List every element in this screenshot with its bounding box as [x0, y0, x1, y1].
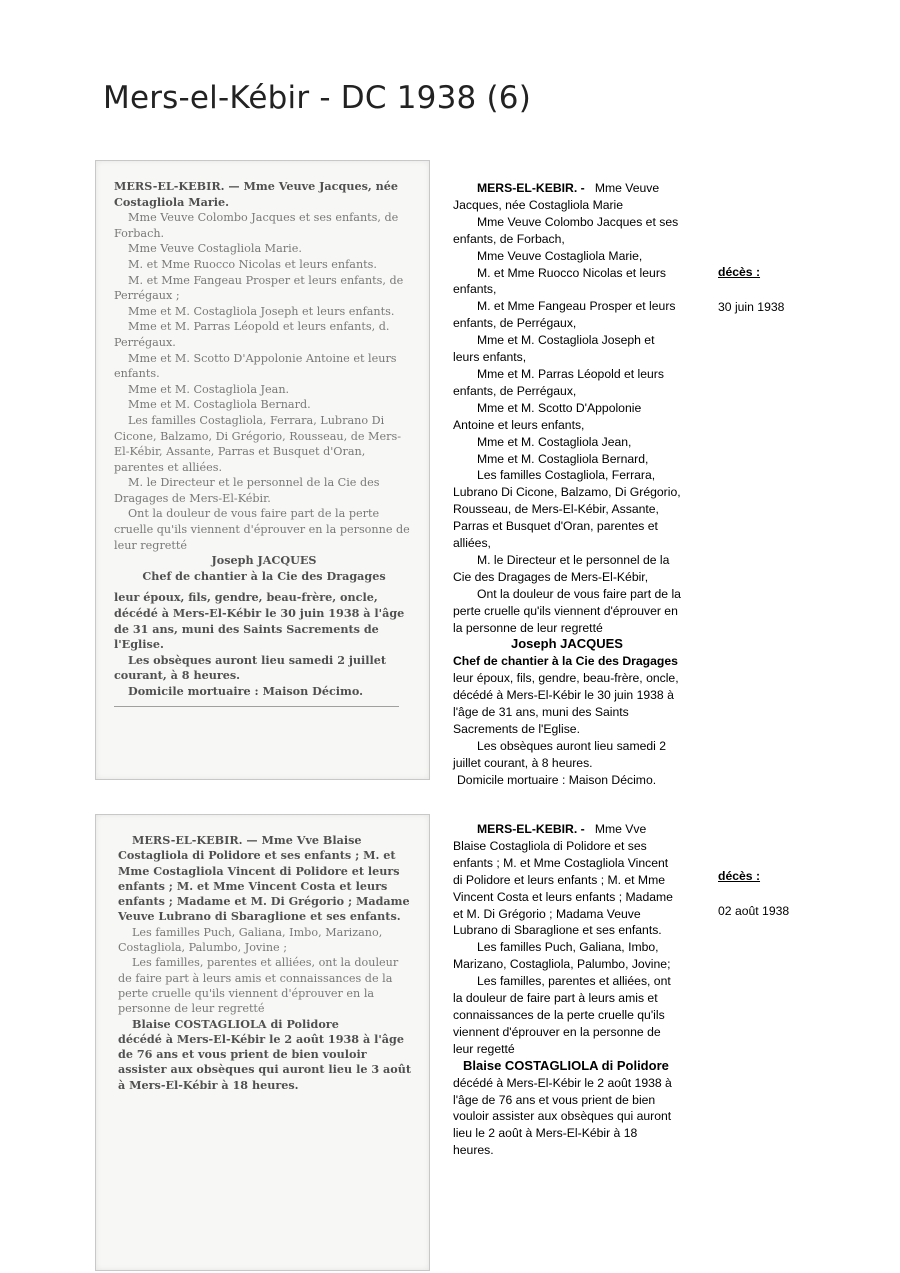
- scan-line: Ont la douleur de vous faire part de la perte cruelle qu'ils viennent d'éprouver en la personne de leur regretté: [114, 507, 410, 552]
- scan-line: Les familles, parentes et alliées, ont la douleur de faire part à leurs amis et connaissances de la perte cruelle qu'ils viennent d'éprouver en la personne de leur regretté: [118, 956, 399, 1016]
- scan-line: décédé à Mers-El-Kébir le 2 août 1938 à l'âge de 76 ans et vous prient de bien vouloir assister aux obsèques qui auront lieu le 3 août à Mers-El-Kébir à 18 heures.: [118, 1031, 412, 1092]
- transcription-2: [453, 821, 681, 1159]
- newspaper-clipping-1: [95, 160, 430, 780]
- scan-line: Mme et M. Costagliola Jean.: [128, 382, 290, 396]
- scan-line: M. le Directeur et le personnel de la Cie des Dragages de Mers-El-Kébir.: [114, 476, 380, 505]
- page-number: (6): [486, 80, 531, 116]
- page-title: [103, 80, 531, 116]
- scan-line: MERS-EL-KEBIR. — Mme Vve Blaise Costagliola di Polidore et ses enfants ; M. et Mme Costagliola Vincent di Polidore et leurs enfants ; M. et Mme Vincent Costa et leurs enfants ; Madame et M. Di Grégorio ; Madame Veuve Lubrano di Sbaraglione et ses enfants.: [118, 833, 410, 924]
- scan-line: Les obsèques auront lieu samedi 2 juillet courant, à 8 heures.: [114, 652, 387, 683]
- transcription-line: M. et Mme Ruocco Nicolas et leurs enfants,: [453, 265, 666, 297]
- scan-line: Domicile mortuaire : Maison Décimo.: [128, 684, 364, 698]
- transcription-line: Mme et M. Costagliola Bernard,: [477, 451, 649, 466]
- scan-line: Les familles Costagliola, Ferrara, Lubrano Di Cicone, Balzamo, Di Grégorio, Rousseau, de Mers-El-Kébir, Assante, Parras et Busquet d'Oran, parentes et alliées.: [114, 413, 401, 474]
- transcription-line: décédé à Mers-El-Kébir le 2 août 1938 à l'âge de 76 ans et vous prient de bien vouloir assister aux obsèques qui auront lieu le 2 août à Mers-El-Kébir à 18 heures.: [453, 1075, 672, 1158]
- transcription-line: Mme et M. Costagliola Jean,: [477, 434, 632, 449]
- deceased-title: Chef de chantier à la Cie des Dragages: [453, 654, 678, 669]
- scan-line: M. et Mme Fangeau Prosper et leurs enfants, de Perrégaux ;: [114, 273, 404, 303]
- transcription-line: MERS-EL-KEBIR. - Mme Vve Blaise Costagliola di Polidore et ses enfants ; M. et Mme Costagliola Vincent di Polidore et leurs enfants ; M. et Mme Vincent Costa et leurs enfants ; Madame et M. Di Grégorio ; Madama Veuve Lubrano di Sbaraglione et ses enfants.: [453, 822, 673, 938]
- scan-deceased-title: Chef de chantier à la Cie des Dragages: [142, 568, 386, 583]
- transcription-line: Mme et M. Costagliola Joseph et leurs enfants,: [453, 333, 655, 365]
- scan-line: Mme et M. Scotto D'Appolonie Antoine et leurs enfants.: [114, 351, 397, 381]
- transcription-line: Les familles, parentes et alliées, ont la douleur de faire part à leurs amis et connaissances de la perte cruelle qu'ils viennent d'éprouver en la personne de leur regetté: [453, 974, 671, 1056]
- transcription-line: M. et Mme Fangeau Prosper et leurs enfants, de Perrégaux,: [453, 299, 676, 331]
- scan-line: Mme et M. Parras Léopold et leurs enfants, d. Perrégaux.: [114, 320, 390, 349]
- transcription-line: leur époux, fils, gendre, beau-frère, oncle, décédé à Mers-El-Kébir le 30 juin 1938 à l'âge de 31 ans, muni des Saints Sacrements de l'Eglise.: [453, 671, 679, 736]
- deces-date-1: 30 juin 1938: [718, 300, 785, 314]
- transcription-line: Ont la douleur de vous faire part de la perte cruelle qu'ils viennent d'éprouver en la personne de leur regretté: [453, 586, 681, 635]
- transcription-line: Mme Veuve Costagliola Marie,: [477, 248, 643, 263]
- transcription-line: Mme Veuve Colombo Jacques et ses enfants, de Forbach,: [453, 214, 679, 246]
- deces-date-2: 02 août 1938: [718, 904, 790, 918]
- transcription-line: Les obsèques auront lieu samedi 2 juillet courant, à 8 heures.: [453, 738, 667, 770]
- scan-line: leur époux, fils, gendre, beau-frère, oncle, décédé à Mers-El-Kébir le 30 juin 1938 à l'âge de 31 ans, muni des Saints Sacrements de l'Eglise.: [114, 590, 405, 652]
- scan-line: Mme Veuve Costagliola Marie.: [128, 242, 302, 256]
- transcription-line: MERS-EL-KEBIR. - Mme Veuve Jacques, née Costagliola Marie: [453, 181, 660, 212]
- deces-label-1: décès :: [718, 265, 761, 279]
- scan-line: Les familles Puch, Galiana, Imbo, Marizano, Costagliola, Palumbo, Jovine ;: [118, 925, 383, 955]
- scan-line: Mme et M. Costagliola Bernard.: [128, 398, 311, 412]
- transcription-line: Mme et M. Scotto D'Appolonie Antoine et leurs enfants,: [453, 400, 642, 432]
- deceased-name: Blaise COSTAGLIOLA di Polidore: [463, 1057, 669, 1073]
- deces-label-2: décès :: [718, 869, 761, 883]
- scan-line: Mme Veuve Colombo Jacques et ses enfants, de Forbach.: [114, 211, 399, 240]
- scan-deceased-name: Joseph JACQUES: [211, 553, 317, 568]
- newspaper-clipping-2: [95, 814, 430, 1271]
- transcription-line: Les familles Puch, Galiana, Imbo, Marizano, Costagliola, Palumbo, Jovine;: [453, 940, 671, 972]
- transcription-line: Les familles Costagliola, Ferrara, Lubrano Di Cicone, Balzamo, Di Grégorio, Rousseau, de Mers-El-Kébir, Assante, Parras et Busquet d'Oran, parentes et alliées,: [453, 468, 681, 551]
- transcription-line: M. le Directeur et le personnel de la Cie des Dragages de Mers-El-Kébir,: [453, 552, 670, 584]
- transcription-1: [453, 180, 681, 789]
- scan-line: MERS-EL-KEBIR. — Mme Veuve Jacques, née Costagliola Marie.: [114, 179, 399, 209]
- scan-line: M. et Mme Ruocco Nicolas et leurs enfants.: [128, 257, 377, 271]
- deceased-name: Joseph JACQUES: [511, 636, 623, 652]
- clipping-1-text: [114, 179, 414, 707]
- clipping-2-text: [118, 833, 414, 1093]
- transcription-line: Domicile mortuaire : Maison Décimo.: [457, 772, 657, 787]
- scan-rule: [114, 706, 399, 707]
- scan-line: Mme et M. Costagliola Joseph et leurs enfants.: [128, 304, 395, 318]
- transcription-line: Mme et M. Parras Léopold et leurs enfants, de Perrégaux,: [453, 366, 664, 398]
- page-title-text: Mers-el-Kébir - DC 1938: [103, 80, 477, 116]
- scan-deceased-name: Blaise COSTAGLIOLA di Polidore: [132, 1016, 339, 1031]
